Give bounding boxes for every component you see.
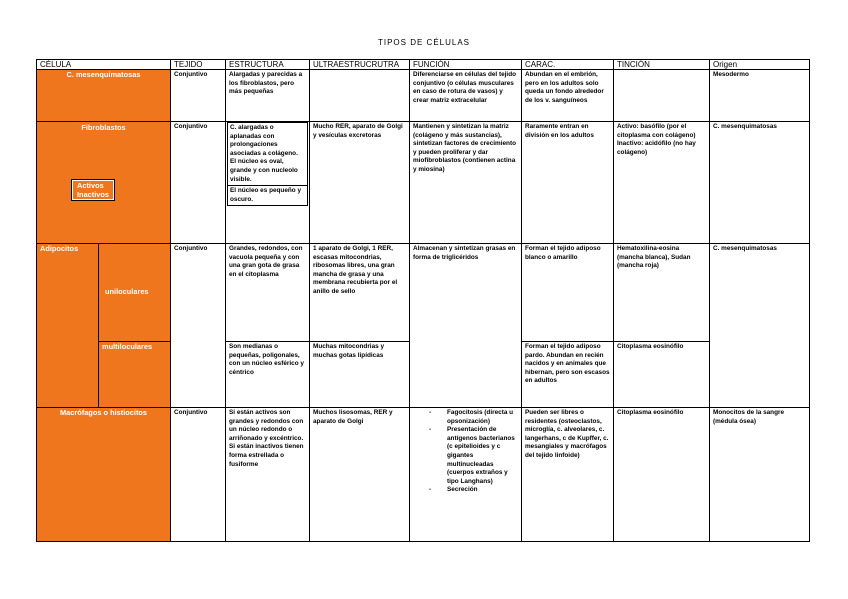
tincion-macrofagos: Citoplasma eosinófilo (614, 408, 710, 542)
estructura-fibroblastos (226, 122, 310, 244)
header-carac: CARAC. (522, 60, 614, 70)
tejido-adipocitos: Conjuntivo (171, 244, 226, 408)
origen-macrofagos: Monocitos de la sangre (médula ósea) (710, 408, 810, 542)
subtype-uniloculares (99, 244, 171, 342)
ultra-fibroblastos: Mucho RER, aparato de Golgi y vesículas excretoras (310, 122, 410, 244)
carac-multiloculares: Forman el tejido adiposo pardo. Abundan en recién nacidos y en animales que hibernan, pero son escasos en adultos (522, 342, 614, 408)
cell-types-table (36, 59, 810, 542)
table-row (37, 408, 810, 542)
header-celula: CÉLULA (37, 60, 171, 70)
cell-name-adipocitos: Adipocitos (37, 244, 99, 408)
origen-mesenquimatosas: Mesodermo (710, 70, 810, 122)
origen-adipocitos: C. mesenquimatosas (710, 244, 810, 408)
table-row (37, 122, 810, 244)
uniloculares-label: uniloculares (105, 287, 149, 297)
carac-macrofagos: Pueden ser libres o residentes (osteoclastos, microglía, c. alveolares, c. langerhans, c de Kupffer, c. mesangiales y macrófagos del tejido linfoide) (522, 408, 614, 542)
tincion-mesenquimatosas (614, 70, 710, 122)
ultra-mesenquimatosas (310, 70, 410, 122)
header-row (37, 60, 810, 70)
table-row (37, 70, 810, 122)
estructura-inactivos: El núcleo es pequeño y oscuro. (227, 186, 308, 206)
ultra-uniloculares: 1 aparato de Golgi, 1 RER, escasas mitocondrias, ribosomas libres, una gran mancha de grasa y una membrana recubierta por el anillo de sello (310, 244, 410, 342)
page-title: TIPOS DE CÉLULAS (377, 38, 471, 47)
funcion-adipocitos: Almacenan y sintetizan grasas en forma de triglicéridos (410, 244, 522, 408)
cell-name-mesenquimatosas: C. mesenquimatosas (37, 70, 171, 122)
header-funcion: FUNCIÓN (410, 60, 522, 70)
list-item: - Presentación de antígenos bacterianos (c epitelioides y c gigantes multinucleadas (cuerpos extraños y tipo Langhans) (429, 426, 518, 486)
header-origen: Origen (710, 60, 810, 70)
cell-name-macrofagos: Macrófagos o histiocitos (37, 408, 171, 542)
funcion-macrofagos (410, 408, 522, 542)
ultra-macrofagos: Muchos lisosomas, RER y aparato de Golgi (310, 408, 410, 542)
estructura-mesenquimatosas: Alargadas y parecidas a los fibroblastos, pero más pequeñas (226, 70, 310, 122)
carac-mesenquimatosas: Abundan en el embrión, pero en los adultos solo queda un fondo alrededor de los v. sanguíneos (522, 70, 614, 122)
list-item: - Secreción (429, 486, 518, 495)
carac-uniloculares: Forman el tejido adiposo blanco o amarillo (522, 244, 614, 342)
cell-name-fibroblastos (37, 122, 171, 244)
subtype-multiloculares: multiloculares (99, 342, 171, 408)
estructura-uniloculares: Grandes, redondos, con vacuola pequeña y con una gran gota de grasa en el citoplasma (226, 244, 310, 342)
inactivos-label: Inactivos (77, 190, 110, 199)
header-tincion: TINCIÓN (614, 60, 710, 70)
tejido-fibroblastos: Conjuntivo (171, 122, 226, 244)
funcion-mesenquimatosas: Diferenciarse en células del tejido conjuntivo (o células musculares en caso de rotura de vasos) y crear matriz extracelular (410, 70, 522, 122)
header-estructura: ESTRUCTURA (226, 60, 310, 70)
tincion-fibroblastos: Activo: basófilo (por el citoplasma con colágeno) Inactivo: acidófilo (no hay colágeno) (614, 122, 710, 244)
fibroblastos-label: Fibroblastos (81, 123, 126, 132)
estructura-multiloculares: Son medianas o pequeñas, poligonales, con un núcleo esférico y céntrico (226, 342, 310, 408)
tejido-macrofagos: Conjuntivo (171, 408, 226, 542)
ultra-multiloculares: Muchas mitocondrias y muchas gotas lipídicas (310, 342, 410, 408)
header-tejido: TEJIDO (171, 60, 226, 70)
tincion-uniloculares: Hematoxilina-eosina (mancha blanca), Sudan (mancha roja) (614, 244, 710, 342)
table-row (37, 244, 810, 342)
fibroblastos-states-box (72, 180, 114, 200)
tincion-multiloculares: Citoplasma eosinófilo (614, 342, 710, 408)
funcion-fibroblastos: Mantienen y sintetizan la matriz (colágeno y más sustancias), sintetizan factores de crecimiento y pueden proliferar y dar miofibroblastos (contienen actina y miosina) (410, 122, 522, 244)
list-item: - Fagocitosis (directa u opsonización) (429, 409, 518, 426)
estructura-activos: C. alargadas o aplanadas con prolongaciones asociadas a colágeno. El núcleo es oval, grande y con nucleolo visible. (227, 122, 308, 186)
origen-fibroblastos: C. mesenquimatosas (710, 122, 810, 244)
tejido-mesenquimatosas: Conjuntivo (171, 70, 226, 122)
carac-fibroblastos: Raramente entran en división en los adultos (522, 122, 614, 244)
funcion-macrofagos-list (413, 409, 518, 495)
estructura-macrofagos: Si están activos son grandes y redondos con un núcleo redondo o arriñonado y excéntrico. Si están inactivos tienen forma estrellada o fusiforme (226, 408, 310, 542)
header-ultraestructura: ULTRAESTRUCRUTRA (310, 60, 410, 70)
activos-label: Activos (77, 181, 104, 190)
